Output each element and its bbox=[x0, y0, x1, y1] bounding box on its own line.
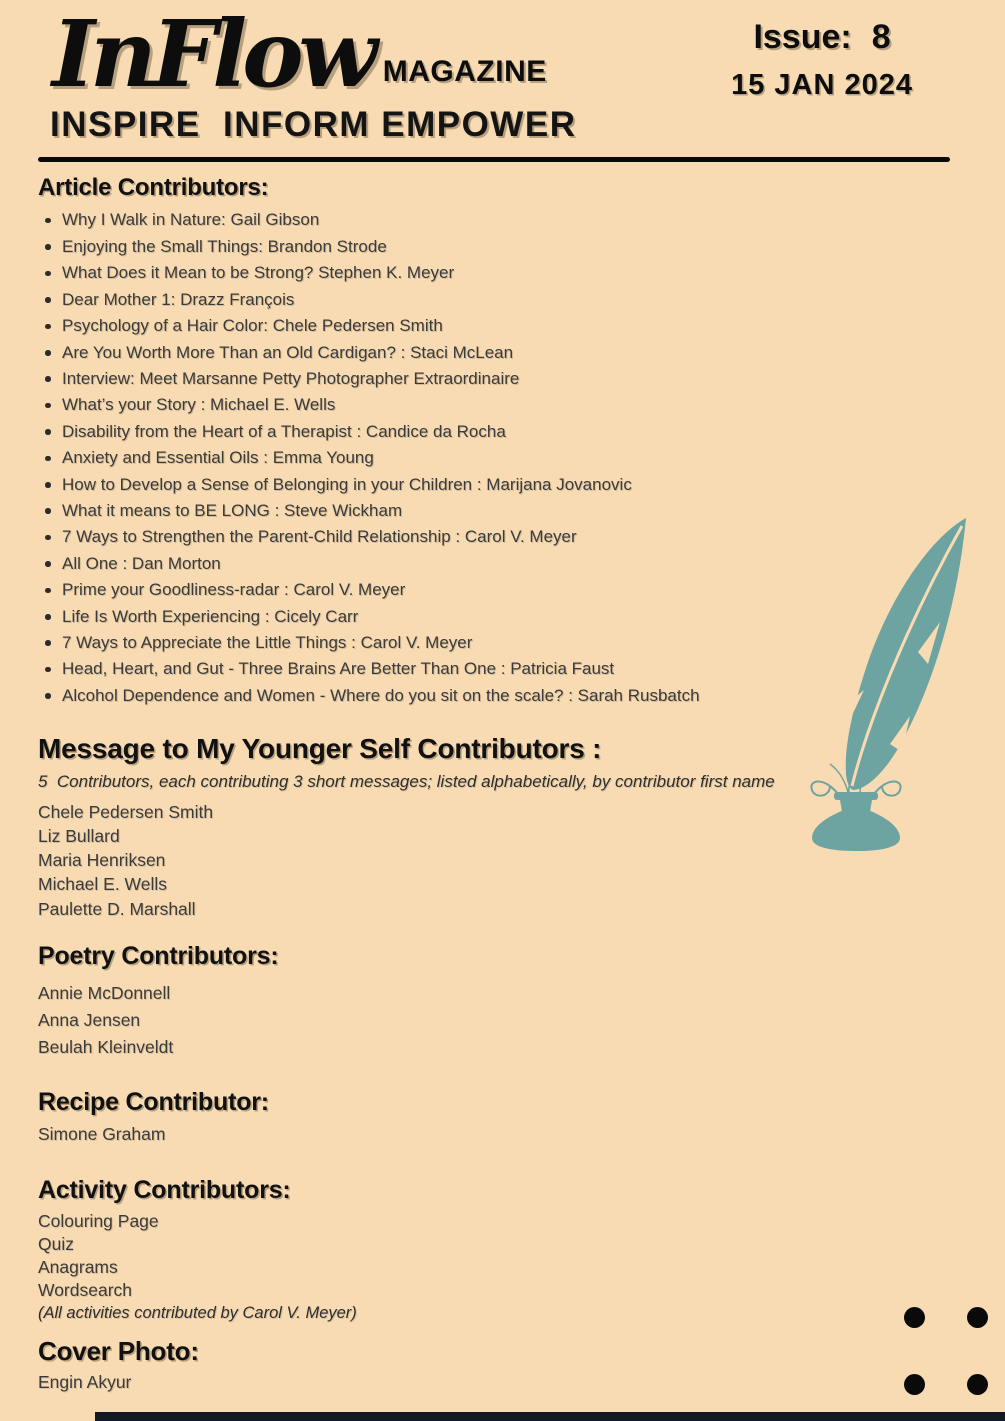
article-contributor-item: Head, Heart, and Gut - Three Brains Are Better Than One : Patricia Faust bbox=[38, 656, 1005, 682]
article-contributor-item: Interview: Meet Marsanne Petty Photographer Extraordinaire bbox=[38, 366, 1005, 392]
article-contributor-item: Disability from the Heart of a Therapist : Candice da Rocha bbox=[38, 419, 1005, 445]
article-contributors-list bbox=[38, 207, 1005, 709]
article-contributor-item: All One : Dan Morton bbox=[38, 551, 1005, 577]
activity-items bbox=[38, 1210, 1005, 1303]
younger-self-contributor-name: Maria Henriksen bbox=[38, 850, 166, 871]
decor-dot bbox=[967, 1307, 988, 1328]
article-contributor-item: Psychology of a Hair Color: Chele Pedersen Smith bbox=[38, 313, 1005, 339]
younger-self-contributor-name: Paulette D. Marshall bbox=[38, 898, 196, 919]
poetry-section bbox=[38, 942, 1005, 1062]
decor-dot-grid bbox=[904, 1307, 989, 1406]
recipe-heading: Recipe Contributor: bbox=[38, 1087, 269, 1116]
article-contributor-item: What’s your Story : Michael E. Wells bbox=[38, 392, 1005, 418]
tagline: INSPIRE INFORM EMPOWER bbox=[50, 104, 577, 144]
article-contributor-item: What it means to BE LONG : Steve Wickham bbox=[38, 498, 1005, 524]
article-contributor-item: How to Develop a Sense of Belonging in your Children : Marijana Jovanovic bbox=[38, 472, 1005, 498]
recipe-names bbox=[38, 1122, 1005, 1146]
decor-dot bbox=[904, 1307, 925, 1328]
recipe-contributor-name: Simone Graham bbox=[38, 1123, 166, 1144]
decor-dot bbox=[967, 1374, 988, 1395]
poetry-contributor-name: Annie McDonnell bbox=[38, 983, 171, 1004]
article-contributors-section bbox=[38, 175, 1005, 710]
decor-dot bbox=[904, 1374, 925, 1395]
issue-date: 15 JAN 2024 bbox=[731, 69, 913, 101]
magazine-wordmark: MAGAZINE bbox=[382, 54, 547, 88]
activity-item: Wordsearch bbox=[38, 1280, 133, 1301]
younger-self-names bbox=[38, 800, 1005, 921]
article-contributor-item: Enjoying the Small Things: Brandon Strode bbox=[38, 234, 1005, 260]
activity-section bbox=[38, 1176, 1005, 1326]
poetry-contributor-name: Beulah Kleinveldt bbox=[38, 1037, 174, 1058]
cover-photo-heading: Cover Photo: bbox=[38, 1335, 199, 1366]
article-contributors-heading: Article Contributors: bbox=[38, 173, 269, 201]
article-contributor-item: Are You Worth More Than an Old Cardigan? : Staci McLean bbox=[38, 340, 1005, 366]
article-contributor-item: Alcohol Dependence and Women - Where do you sit on the scale? : Sarah Rusbatch bbox=[38, 683, 1005, 709]
masthead bbox=[38, 0, 1005, 162]
article-contributor-item: Anxiety and Essential Oils : Emma Young bbox=[38, 445, 1005, 471]
activity-heading: Activity Contributors: bbox=[38, 1175, 291, 1204]
younger-self-section bbox=[38, 733, 1005, 921]
younger-self-heading: Message to My Younger Self Contributors : bbox=[38, 733, 602, 765]
younger-self-contributor-name: Liz Bullard bbox=[38, 825, 120, 846]
younger-self-note: 5 Contributors, each contributing 3 short messages; listed alphabetically, by contributor first name bbox=[38, 771, 775, 791]
younger-self-contributor-name: Chele Pedersen Smith bbox=[38, 801, 214, 822]
issue-block bbox=[731, 18, 913, 102]
article-contributor-item: Life Is Worth Experiencing : Cicely Carr bbox=[38, 604, 1005, 630]
article-contributor-item: Prime your Goodliness-radar : Carol V. Meyer bbox=[38, 577, 1005, 603]
activity-item: Anagrams bbox=[38, 1257, 118, 1278]
recipe-section bbox=[38, 1088, 1005, 1146]
issue-label: Issue: bbox=[753, 18, 852, 56]
bottom-edge-bar bbox=[95, 1412, 1005, 1421]
poetry-heading: Poetry Contributors: bbox=[38, 942, 279, 971]
article-contributor-item: What Does it Mean to be Strong? Stephen K. Meyer bbox=[38, 260, 1005, 286]
activity-note: (All activities contributed by Carol V. Meyer) bbox=[38, 1304, 357, 1323]
divider-rule bbox=[38, 157, 950, 162]
activity-item: Colouring Page bbox=[38, 1210, 159, 1231]
issue-line bbox=[731, 18, 913, 57]
article-contributor-item: 7 Ways to Strengthen the Parent-Child Relationship : Carol V. Meyer bbox=[38, 524, 1005, 550]
cover-photo-section bbox=[38, 1337, 1005, 1394]
article-contributor-item: 7 Ways to Appreciate the Little Things : Carol V. Meyer bbox=[38, 630, 1005, 656]
poetry-contributor-name: Anna Jensen bbox=[38, 1010, 141, 1031]
younger-self-contributor-name: Michael E. Wells bbox=[38, 874, 168, 895]
article-contributor-item: Dear Mother 1: Drazz François bbox=[38, 287, 1005, 313]
issue-number: 8 bbox=[871, 18, 891, 56]
inflow-logo: InFlow bbox=[52, 0, 373, 108]
article-contributor-item: Why I Walk in Nature: Gail Gibson bbox=[38, 207, 1005, 233]
cover-photo-name: Engin Akyur bbox=[38, 1371, 132, 1392]
activity-item: Quiz bbox=[38, 1233, 74, 1254]
poetry-names bbox=[38, 980, 1005, 1062]
